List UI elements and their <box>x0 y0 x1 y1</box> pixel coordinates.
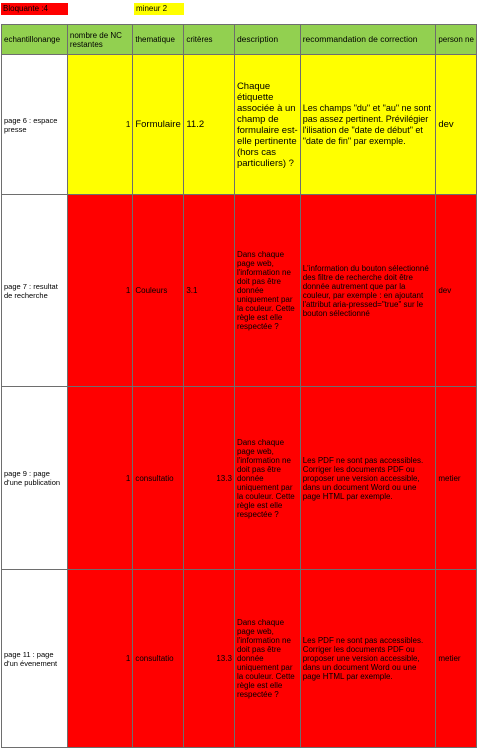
header-recommandation[interactable]: recommandation de correction <box>300 25 436 55</box>
cell-personne[interactable]: metier <box>436 570 477 748</box>
cell-description[interactable]: Dans chaque page web, l'information ne doit pas être donnée uniquement par la couleur. Cette règle est elle respectée ? <box>234 387 300 570</box>
header-row <box>2 25 477 55</box>
cell-description[interactable]: Dans chaque page web, l'information ne doit pas être donnée uniquement par la couleur. Cette règle est elle respectée ? <box>234 570 300 748</box>
cell-echantillon[interactable]: page 6 : espace presse <box>2 55 68 195</box>
legend-bar <box>0 0 477 22</box>
cell-thematique[interactable]: Couleurs <box>133 195 184 387</box>
cell-echantillon[interactable]: page 7 : resultat de recherche <box>2 195 68 387</box>
cell-critere[interactable]: 13.3 <box>184 570 235 748</box>
cell-personne[interactable]: dev <box>436 55 477 195</box>
table-row <box>2 570 477 748</box>
cell-thematique[interactable]: consultatio <box>133 570 184 748</box>
cell-recommandation[interactable]: Les PDF ne sont pas accessibles. Corriger les documents PDF ou proposer une version accessible, dans un document Word ou une page HTML par exemple. <box>300 387 436 570</box>
minor-count-badge: mineur 2 <box>134 3 184 15</box>
cell-recommandation[interactable]: L'information du bouton sélectionné des filtre de recherche doit être donnée autrement que par la couleur, par exemple : en ajoutant l'attribut aria-pressed="true" sur le bouton sélectionné <box>300 195 436 387</box>
cell-nc-count[interactable]: 1 <box>67 570 132 748</box>
blocking-count-badge: Bloquante :4 <box>1 3 68 15</box>
header-echantillon[interactable]: echantillonange <box>2 25 68 55</box>
header-nc-count[interactable]: nombre de NC restantes <box>67 25 132 55</box>
cell-recommandation[interactable]: Les champs "du" et "au" ne sont pas assez pertinent. Prévilégier l'ilisation de "date de début" et "date de fin" par exemple. <box>300 55 436 195</box>
cell-personne[interactable]: dev <box>436 195 477 387</box>
cell-echantillon[interactable]: page 9 : page d'une publication <box>2 387 68 570</box>
table-row <box>2 55 477 195</box>
cell-nc-count[interactable]: 1 <box>67 55 132 195</box>
cell-thematique[interactable]: consultatio <box>133 387 184 570</box>
cell-critere[interactable]: 3.1 <box>184 195 235 387</box>
cell-critere[interactable]: 13.3 <box>184 387 235 570</box>
cell-description[interactable]: Chaque étiquette associée à un champ de formulaire est-elle pertinente (hors cas particuliers) ? <box>234 55 300 195</box>
cell-echantillon[interactable]: page 11 : page d'un évenement <box>2 570 68 748</box>
cell-thematique[interactable]: Formulaire <box>133 55 184 195</box>
header-personne[interactable]: person ne <box>436 25 477 55</box>
audit-table <box>1 24 477 748</box>
cell-personne[interactable]: metier <box>436 387 477 570</box>
cell-nc-count[interactable]: 1 <box>67 195 132 387</box>
table-row <box>2 195 477 387</box>
cell-recommandation[interactable]: Les PDF ne sont pas accessibles. Corriger les documents PDF ou proposer une version accessible, dans un document Word ou une page HTML par exemple. <box>300 570 436 748</box>
header-description[interactable]: description <box>234 25 300 55</box>
cell-nc-count[interactable]: 1 <box>67 387 132 570</box>
cell-description[interactable]: Dans chaque page web, l'information ne doit pas être donnée uniquement par la couleur. Cette règle est elle respectée ? <box>234 195 300 387</box>
table-row <box>2 387 477 570</box>
cell-critere[interactable]: 11.2 <box>184 55 235 195</box>
header-criteres[interactable]: critères <box>184 25 235 55</box>
header-thematique[interactable]: thematique <box>133 25 184 55</box>
